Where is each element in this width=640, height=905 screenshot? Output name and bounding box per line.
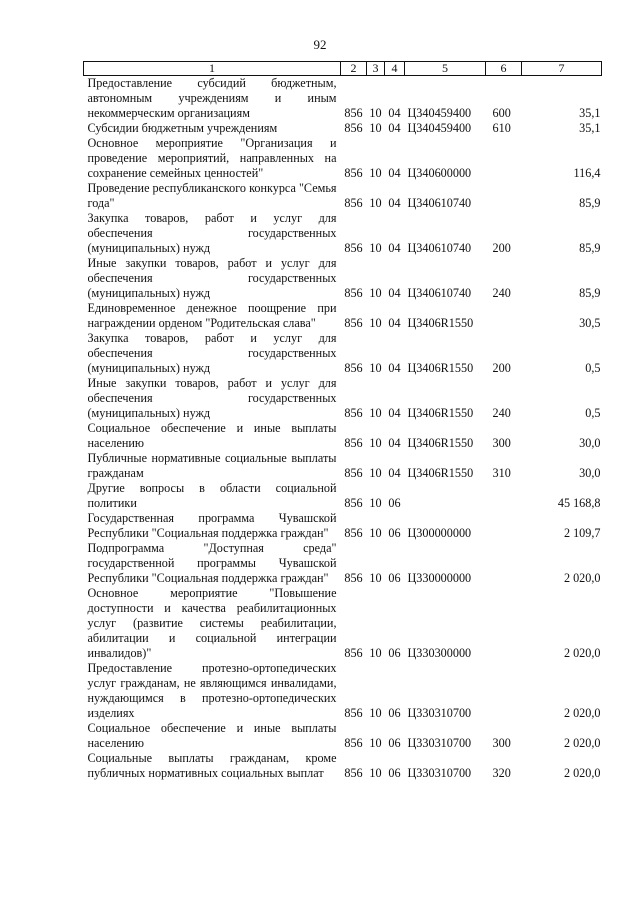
- row-expense-type-code: [486, 181, 522, 211]
- row-section-code: 10: [369, 241, 382, 255]
- row-amount: 2 020,0: [563, 736, 601, 750]
- row-target-article-code: Ц330300000: [407, 646, 472, 660]
- row-target-article-code: Ц3406R1550: [407, 316, 474, 330]
- row-section-code: 10: [369, 166, 382, 180]
- row-section-code: 10: [369, 526, 382, 540]
- row-name: Подпрограмма "Доступная среда" государственной программы Чувашской Республики "Социальная поддержка граждан": [87, 541, 337, 585]
- row-name: Предоставление субсидий бюджетным, автономным учреждениям и иным некоммерческим организациям: [87, 76, 337, 120]
- row-name: Предоставление протезно-ортопедических услуг гражданам, не являющимся инвалидами, нуждающимся в протезно-ортопедических изделиях: [87, 661, 337, 720]
- row-target-article-code: Ц340600000: [407, 166, 472, 180]
- header-cell-2: 2: [341, 62, 367, 76]
- row-target-article-code: [405, 481, 486, 511]
- row-amount: 0,5: [585, 406, 601, 420]
- row-name: Закупка товаров, работ и услуг для обеспечения государственных (муниципальных) нужд: [87, 211, 337, 255]
- row-subsection-code: 06: [388, 496, 401, 510]
- row-subsection-code: 04: [388, 406, 401, 420]
- row-grbs-code: 856: [344, 361, 363, 375]
- row-expense-type-code: [486, 661, 522, 721]
- header-cell-7: 7: [522, 62, 602, 76]
- table-row: [84, 181, 602, 211]
- row-section-code: 10: [369, 466, 382, 480]
- row-amount: 116,4: [573, 166, 601, 180]
- row-grbs-code: 856: [344, 121, 363, 135]
- row-name: Социальные выплаты гражданам, кроме публичных нормативных социальных выплат: [87, 751, 337, 780]
- row-expense-type-code: [486, 586, 522, 661]
- row-subsection-code: 04: [388, 121, 401, 135]
- table-row: [84, 451, 602, 481]
- row-expense-type-code: 240: [492, 286, 511, 300]
- row-section-code: 10: [369, 706, 382, 720]
- row-section-code: 10: [369, 406, 382, 420]
- row-subsection-code: 04: [388, 316, 401, 330]
- row-section-code: 10: [369, 316, 382, 330]
- row-grbs-code: 856: [344, 316, 363, 330]
- row-grbs-code: 856: [344, 166, 363, 180]
- row-section-code: 10: [369, 766, 382, 780]
- row-expense-type-code: 610: [492, 121, 511, 135]
- row-target-article-code: Ц340610740: [407, 196, 472, 210]
- row-section-code: 10: [369, 646, 382, 660]
- row-expense-type-code: 320: [492, 766, 511, 780]
- page-number: 92: [313, 37, 327, 52]
- row-name: Субсидии бюджетным учреждениям: [87, 121, 278, 135]
- header-cell-5: 5: [405, 62, 486, 76]
- row-name: Социальное обеспечение и иные выплаты населению: [87, 421, 337, 450]
- row-name: Другие вопросы в области социальной политики: [87, 481, 337, 510]
- row-subsection-code: 04: [388, 436, 401, 450]
- row-subsection-code: 04: [388, 241, 401, 255]
- row-amount: 85,9: [579, 286, 601, 300]
- row-target-article-code: Ц330310700: [407, 736, 472, 750]
- row-expense-type-code: 300: [492, 736, 511, 750]
- header-cell-4: 4: [385, 62, 405, 76]
- row-expense-type-code: [486, 301, 522, 331]
- row-name: Единовременное денежное поощрение при награждении орденом "Родительская слава": [87, 301, 337, 330]
- row-section-code: 10: [369, 361, 382, 375]
- table-row: [84, 376, 602, 421]
- row-grbs-code: 856: [344, 706, 363, 720]
- row-grbs-code: 856: [344, 466, 363, 480]
- row-grbs-code: 856: [344, 241, 363, 255]
- row-section-code: 10: [369, 286, 382, 300]
- row-subsection-code: 04: [388, 286, 401, 300]
- row-target-article-code: Ц3406R1550: [407, 466, 474, 480]
- row-target-article-code: Ц3406R1550: [407, 406, 474, 420]
- row-section-code: 10: [369, 121, 382, 135]
- row-section-code: 10: [369, 496, 382, 510]
- table-row: [84, 301, 602, 331]
- row-expense-type-code: [486, 541, 522, 586]
- row-grbs-code: 856: [344, 436, 363, 450]
- header-row: [84, 62, 602, 76]
- row-expense-type-code: 240: [492, 406, 511, 420]
- table-row: [84, 256, 602, 301]
- row-grbs-code: 856: [344, 571, 363, 585]
- row-amount: 0,5: [585, 361, 601, 375]
- table-row: [84, 331, 602, 376]
- row-target-article-code: Ц340459400: [407, 106, 472, 120]
- row-grbs-code: 856: [344, 526, 363, 540]
- row-name: Основное мероприятие "Организация и проведение мероприятий, направленных на сохранение семейных ценностей": [87, 136, 337, 180]
- row-name: Государственная программа Чувашской Республики "Социальная поддержка граждан": [87, 511, 337, 540]
- row-section-code: 10: [369, 571, 382, 585]
- row-subsection-code: 04: [388, 361, 401, 375]
- header-cell-1: 1: [84, 62, 341, 76]
- row-section-code: 10: [369, 736, 382, 750]
- row-subsection-code: 04: [388, 196, 401, 210]
- table-row: [84, 481, 602, 511]
- row-target-article-code: Ц300000000: [407, 526, 472, 540]
- row-expense-type-code: 300: [492, 436, 511, 450]
- row-grbs-code: 856: [344, 736, 363, 750]
- row-amount: 2 020,0: [563, 766, 601, 780]
- row-amount: 30,0: [579, 466, 601, 480]
- row-subsection-code: 06: [388, 736, 401, 750]
- row-name: Проведение республиканского конкурса "Семья года": [87, 181, 337, 210]
- row-expense-type-code: 200: [492, 241, 511, 255]
- row-amount: 30,5: [579, 316, 601, 330]
- row-expense-type-code: 200: [492, 361, 511, 375]
- row-expense-type-code: 310: [492, 466, 511, 480]
- row-amount: 2 109,7: [563, 526, 601, 540]
- row-name: Иные закупки товаров, работ и услуг для обеспечения государственных (муниципальных) нужд: [87, 376, 337, 420]
- row-section-code: 10: [369, 106, 382, 120]
- row-grbs-code: 856: [344, 196, 363, 210]
- row-amount: 85,9: [579, 241, 601, 255]
- table-row: [84, 751, 602, 781]
- table-row: [84, 421, 602, 451]
- row-amount: 85,9: [579, 196, 601, 210]
- row-target-article-code: Ц330000000: [407, 571, 472, 585]
- row-target-article-code: Ц330310700: [407, 706, 472, 720]
- row-subsection-code: 06: [388, 766, 401, 780]
- row-name: Публичные нормативные социальные выплаты гражданам: [87, 451, 337, 480]
- row-subsection-code: 04: [388, 466, 401, 480]
- row-name: Закупка товаров, работ и услуг для обеспечения государственных (муниципальных) нужд: [87, 331, 337, 375]
- row-subsection-code: 06: [388, 526, 401, 540]
- row-subsection-code: 06: [388, 571, 401, 585]
- table-row: [84, 211, 602, 256]
- table-row: [84, 661, 602, 721]
- row-amount: 35,1: [579, 106, 601, 120]
- row-grbs-code: 856: [344, 406, 363, 420]
- row-section-code: 10: [369, 196, 382, 210]
- table-row: [84, 721, 602, 751]
- row-expense-type-code: [486, 481, 522, 511]
- row-target-article-code: Ц340610740: [407, 286, 472, 300]
- row-expense-type-code: [486, 511, 522, 541]
- row-target-article-code: Ц340459400: [407, 121, 472, 135]
- row-grbs-code: 856: [344, 496, 363, 510]
- row-grbs-code: 856: [344, 646, 363, 660]
- row-section-code: 10: [369, 436, 382, 450]
- row-expense-type-code: 600: [492, 106, 511, 120]
- row-amount: 2 020,0: [563, 571, 601, 585]
- row-grbs-code: 856: [344, 766, 363, 780]
- header-cell-3: 3: [367, 62, 385, 76]
- row-expense-type-code: [486, 136, 522, 181]
- row-amount: 2 020,0: [563, 646, 601, 660]
- row-name: Основное мероприятие "Повышение доступности и качества реабилитационных услуг (развитие системы реабилитации, абилитации и социальной интеграции инвалидов)": [87, 586, 337, 660]
- table-row: [84, 136, 602, 181]
- table-row: [84, 121, 602, 136]
- table-row: [84, 586, 602, 661]
- row-subsection-code: 06: [388, 706, 401, 720]
- table-row: [84, 541, 602, 586]
- row-grbs-code: 856: [344, 286, 363, 300]
- row-amount: 30,0: [579, 436, 601, 450]
- row-target-article-code: Ц3406R1550: [407, 436, 474, 450]
- row-amount: 2 020,0: [563, 706, 601, 720]
- table-row: [84, 511, 602, 541]
- row-amount: 45 168,8: [557, 496, 601, 510]
- row-name: Иные закупки товаров, работ и услуг для обеспечения государственных (муниципальных) нужд: [87, 256, 337, 300]
- row-target-article-code: Ц3406R1550: [407, 361, 474, 375]
- row-subsection-code: 04: [388, 106, 401, 120]
- row-name: Социальное обеспечение и иные выплаты населению: [87, 721, 337, 750]
- row-subsection-code: 04: [388, 166, 401, 180]
- row-subsection-code: 06: [388, 646, 401, 660]
- header-cell-6: 6: [486, 62, 522, 76]
- table-row: [84, 76, 602, 122]
- row-target-article-code: Ц340610740: [407, 241, 472, 255]
- row-grbs-code: 856: [344, 106, 363, 120]
- row-amount: 35,1: [579, 121, 601, 135]
- row-target-article-code: Ц330310700: [407, 766, 472, 780]
- budget-table: [83, 61, 602, 781]
